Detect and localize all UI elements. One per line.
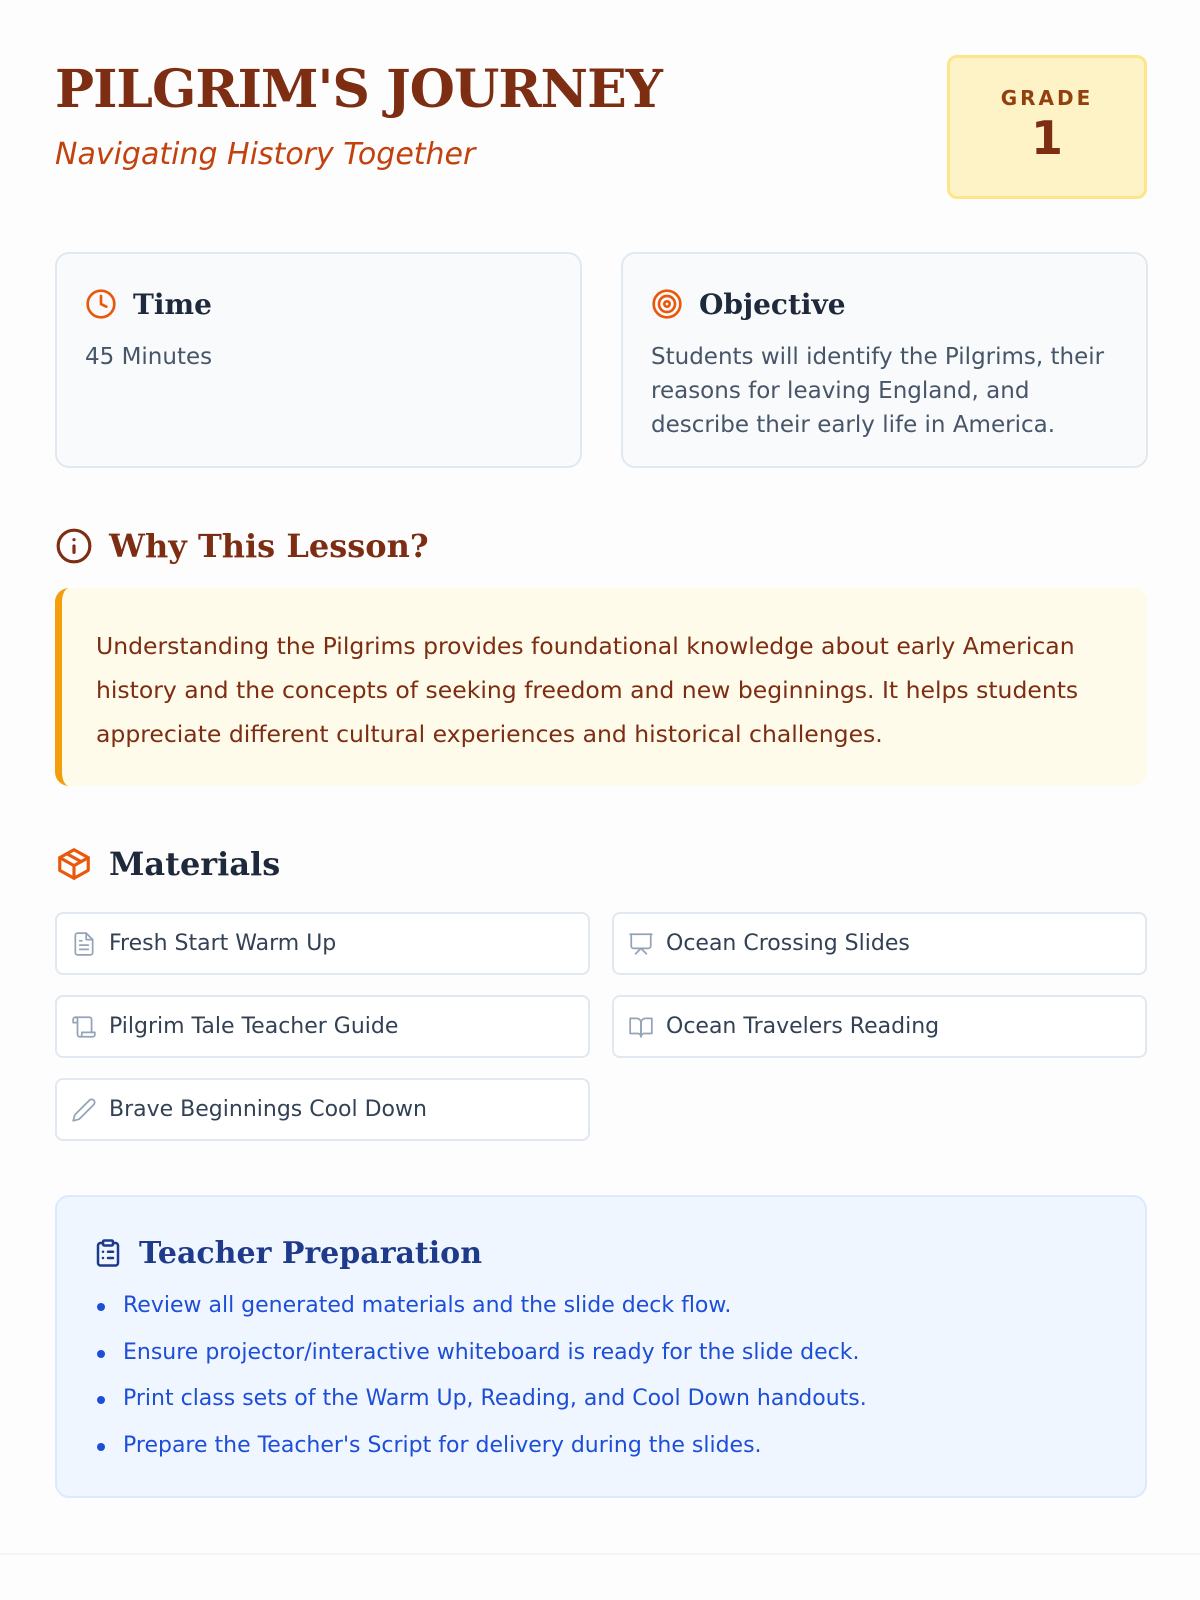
grade-label: GRADE xyxy=(1000,86,1094,110)
list-item: Review all generated materials and the slide deck flow. xyxy=(93,1283,1109,1330)
grade-badge xyxy=(947,55,1147,199)
material-item-teacher-guide[interactable] xyxy=(55,995,590,1058)
document-icon xyxy=(71,931,97,957)
teacher-prep-heading xyxy=(93,1233,1109,1273)
page-subtitle: Navigating History Together xyxy=(55,137,476,172)
teacher-prep-list xyxy=(93,1283,1109,1469)
list-item: Prepare the Teacher's Script for delivery during the slides. xyxy=(93,1423,1109,1470)
objective-card-header xyxy=(651,284,1118,324)
time-card-title: Time xyxy=(133,287,212,321)
material-label: Pilgrim Tale Teacher Guide xyxy=(109,1014,399,1039)
scroll-icon xyxy=(71,1014,97,1040)
material-label: Ocean Travelers Reading xyxy=(666,1014,940,1039)
material-label: Ocean Crossing Slides xyxy=(666,931,910,956)
book-open-icon xyxy=(628,1014,654,1040)
time-value: 45 Minutes xyxy=(85,344,213,370)
why-callout: Understanding the Pilgrims provides foundational knowledge about early American history and the concepts of seeking freedom and new beginnings. It helps students appreciate different cultural experiences and historical challenges. xyxy=(55,588,1147,786)
clock-icon xyxy=(85,288,117,320)
material-item-warm-up[interactable] xyxy=(55,912,590,975)
material-item-reading[interactable] xyxy=(612,995,1147,1058)
page-title: PILGRIM'S JOURNEY xyxy=(55,59,662,120)
material-label: Fresh Start Warm Up xyxy=(109,931,337,956)
material-item-cool-down[interactable] xyxy=(55,1078,590,1141)
why-section-heading xyxy=(55,524,429,568)
time-card-header xyxy=(85,284,552,324)
teacher-prep-title: Teacher Preparation xyxy=(139,1235,483,1271)
footer-divider xyxy=(0,1553,1200,1555)
objective-card-title: Objective xyxy=(699,287,846,321)
list-item: Print class sets of the Warm Up, Reading, and Cool Down handouts. xyxy=(93,1376,1109,1423)
materials-section-heading xyxy=(55,842,280,886)
objective-text: Students will identify the Pilgrims, their reasons for leaving England, and describe their early life in America. xyxy=(651,344,1105,438)
time-card xyxy=(55,252,582,468)
material-label: Brave Beginnings Cool Down xyxy=(109,1097,427,1122)
list-item: Ensure projector/interactive whiteboard is ready for the slide deck. xyxy=(93,1330,1109,1377)
materials-section-title: Materials xyxy=(109,845,281,883)
why-section-title: Why This Lesson? xyxy=(109,527,429,565)
material-item-slides[interactable] xyxy=(612,912,1147,975)
objective-card xyxy=(621,252,1148,468)
teacher-prep-panel xyxy=(55,1195,1147,1498)
pencil-icon xyxy=(71,1097,97,1123)
presentation-icon xyxy=(628,931,654,957)
target-icon xyxy=(651,288,683,320)
package-icon xyxy=(55,845,93,883)
grade-value: 1 xyxy=(1030,111,1063,165)
header xyxy=(55,55,1147,200)
info-icon xyxy=(55,527,93,565)
clipboard-list-icon xyxy=(93,1237,123,1269)
